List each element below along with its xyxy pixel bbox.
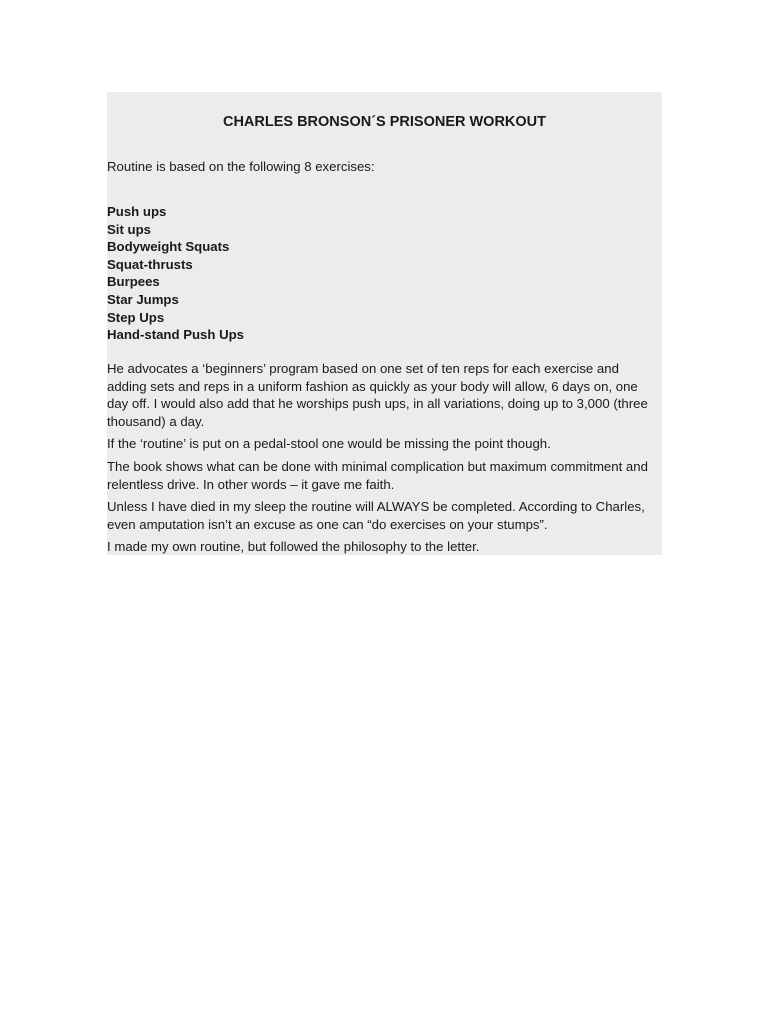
paragraph-always-completed: Unless I have died in my sleep the routine will ALWAYS be completed. According to Charles, even amputation isn’t an excuse as one can “do exercises on your stumps”. xyxy=(107,499,645,532)
paragraph-own-routine: I made my own routine, but followed the philosophy to the letter. xyxy=(107,539,480,555)
exercise-item: Burpees xyxy=(107,274,160,290)
exercise-item: Push ups xyxy=(107,204,167,219)
content-panel xyxy=(107,92,662,555)
paragraph-routine-pedestal: If the ‘routine’ is put on a pedal-stool one would be missing the point though. xyxy=(107,436,551,452)
exercise-item: Hand-stand Push Ups xyxy=(107,327,245,343)
exercise-item: Squat-thrusts xyxy=(107,256,193,272)
exercise-item: Star Jumps xyxy=(107,291,179,307)
exercise-item: Sit ups xyxy=(107,221,151,237)
exercise-list xyxy=(107,203,244,344)
document-title: CHARLES BRONSON´S PRISONER WORKOUT xyxy=(222,114,547,130)
body-text xyxy=(107,360,662,561)
intro-text: Routine is based on the following 8 exercises: xyxy=(107,159,375,174)
exercise-item: Bodyweight Squats xyxy=(107,239,230,255)
paragraph-beginners-program: He advocates a ‘beginners’ program based on one set of ten reps for each exercise and adding sets and reps in a uniform fashion as quickly as your body will allow, 6 days on, one day off. I would also add that he worships push ups, in all variations, doing up to 3,000 (three thousand) a day. xyxy=(107,361,648,429)
exercise-item: Step Ups xyxy=(107,309,165,325)
paragraph-book-faith: The book shows what can be done with minimal complication but maximum commitment and relentless drive. In other words – it gave me faith. xyxy=(107,458,648,492)
